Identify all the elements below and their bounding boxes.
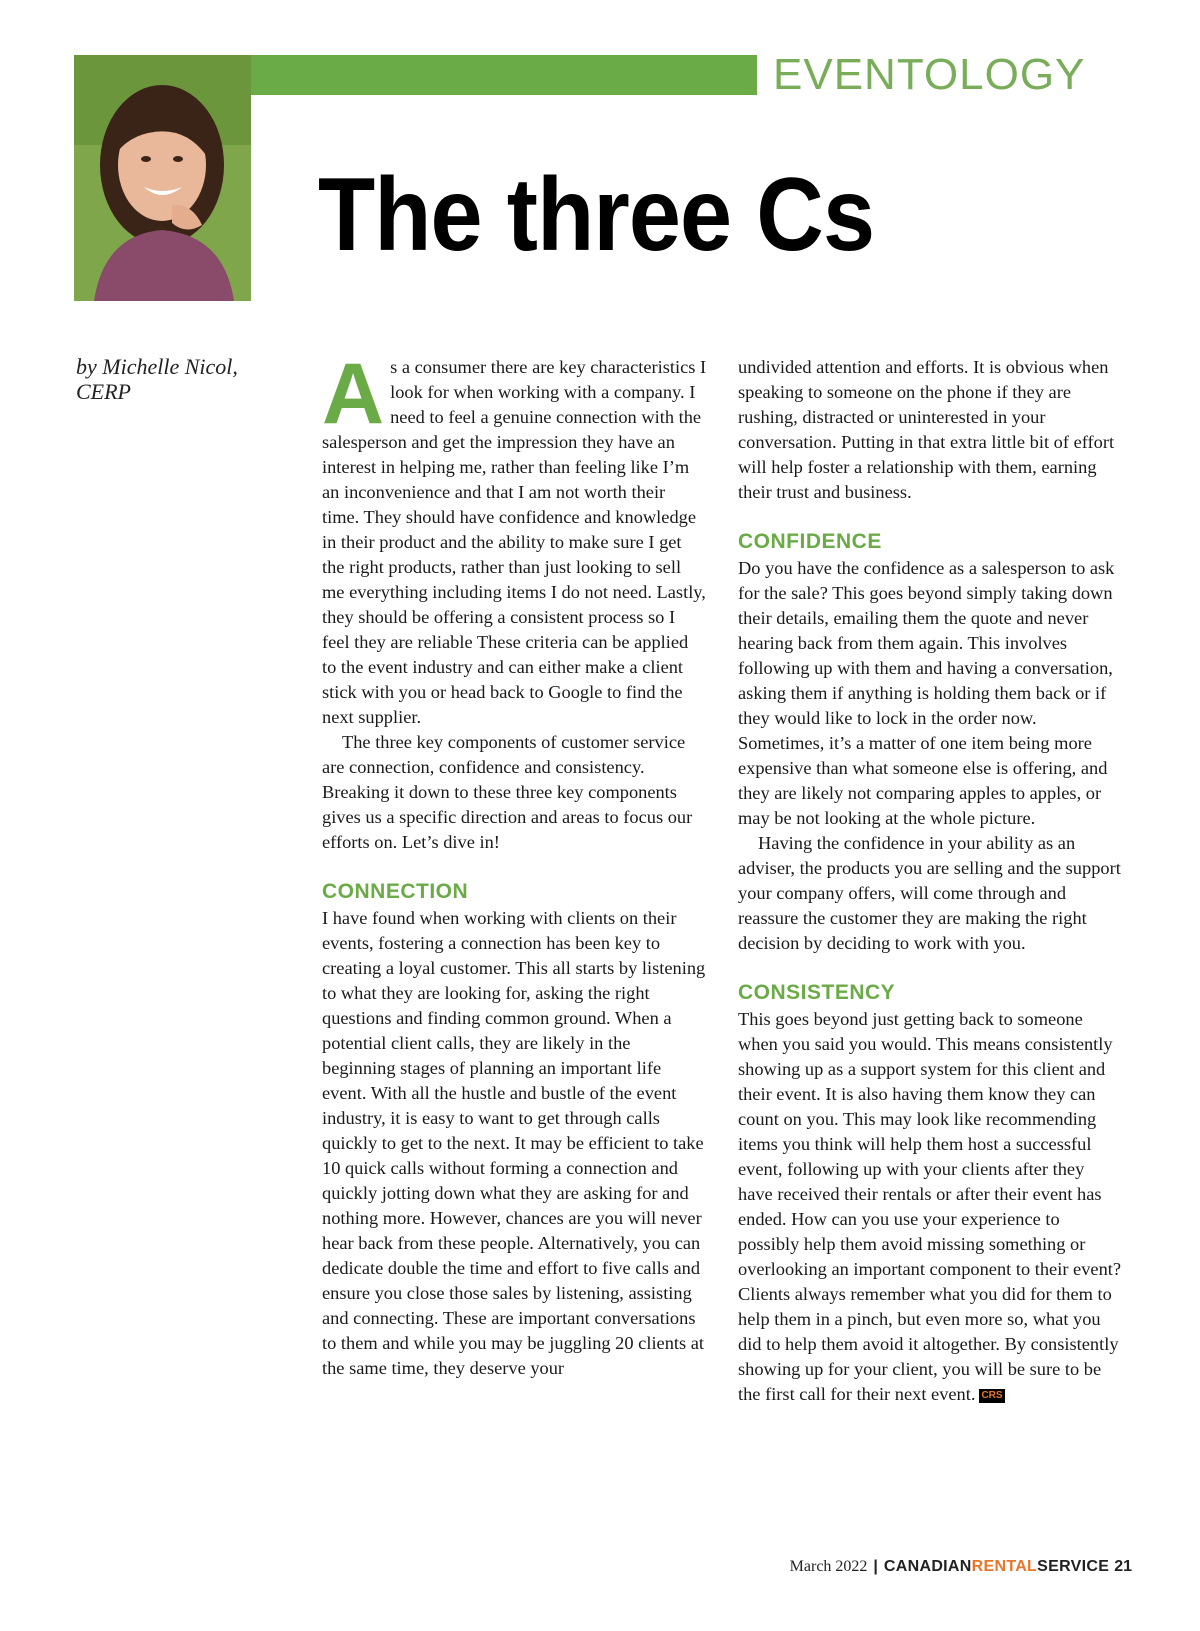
brand-service: SERVICE [1037,1558,1110,1575]
brand-canadian: CANADIAN [883,1558,972,1575]
article-column-2 [738,355,1123,1407]
byline-author: by Michelle Nicol, [76,354,238,379]
article-title: The three Cs [318,157,875,273]
byline-credential: CERP [76,379,131,404]
intro-paragraph [322,346,707,730]
consistency-heading: CONSISTENCY [738,981,896,1004]
consistency-paragraph [738,1007,1123,1407]
page-number: 21 [1114,1558,1132,1575]
header-accent-bar [251,55,757,95]
page-footer [790,1558,1132,1576]
connection-paragraph-continued: undivided attention and efforts. It is obvious when speaking to someone on the phone if they are rushing, distracted or uninterested in your conversation. Putting in that extra little bit of effort will help foster a relationship with them, earning their trust and business. [738,357,1115,502]
confidence-heading: CONFIDENCE [738,530,882,553]
section-label: EVENTOLOGY [773,50,1086,99]
byline [76,354,276,404]
article-column-1 [322,346,707,1381]
drop-cap: A [322,346,385,442]
confidence-paragraph: Do you have the confidence as a salesperson to ask for the sale? This goes beyond simply taking down their details, emailing them the quote and never hearing back from them again. This involves following up with them and having a conversation, asking them if anything is holding them back or if they would like to lock in the order now. Sometimes, it’s a matter of one item being more expensive than what someone else is offering, and they are likely not comparing apples to apples, or may be not looking at the whole picture. [738,558,1115,828]
connection-heading: CONNECTION [322,880,469,903]
end-mark-icon: CRS [981,1389,1003,1401]
consistency-paragraph-text: This goes beyond just getting back to someone when you said you would. This means consistently showing up as a support system for this client and their event. It is also having them know they can count on you. This may look like recommending items you think will help them host a successful event, following up with your clients after they have received their rentals or after their event has ended. How can you use your experience to possibly help them avoid missing something or overlooking an important component to their event? Clients always remember what you did for them to help them in a pinch, but even more so, what you did to help them avoid it altogether. By consistently showing up for your client, you will be sure to be the first call for their next event. [738,1009,1122,1404]
issue-date: March 2022 [789,1558,868,1575]
connection-paragraph: I have found when working with clients on their events, fostering a connection has been key to creating a loyal customer. This all starts by listening to what they are looking for, asking the right questions and finding common ground. When a potential client calls, they are likely in the beginning stages of planning an important life event. With all the hustle and bustle of the event industry, it is easy to want to get through calls quickly to get to the next. It may be efficient to take 10 quick calls without forming a connection and quickly jotting down what they are asking for and nothing more. However, chances are you will never hear back from these people. Alternatively, you can dedicate double the time and effort to five calls and ensure you close those sales by listening, assisting and connecting. These are important conversations to them and while you may be juggling 20 clients at the same time, they deserve your [322,908,706,1378]
intro-paragraph-text: s a consumer there are key characteristics I look for when working with a company. I need to feel a genuine connection with the salesperson and get the impression they have an interest in helping me, rather than feeling like I’m an inconvenience and that I am not worth their time. They should have confidence and knowledge in their product and the ability to make sure I get the right products, rather than just looking to sell me everything including items I do not need. Lastly, they should be offering a consistent process so I feel they are reliable These criteria can be applied to the event industry and can either make a client stick with you or head back to Google to find the next supplier. [322,357,707,727]
footer-separator: | [873,1558,878,1575]
intro-paragraph-2: The three key components of customer service are connection, confidence and consistency. Breaking it down to these three key components gives us a specific direction and areas to focus our efforts on. Let’s dive in! [322,732,693,852]
confidence-paragraph-2: Having the confidence in your ability as an adviser, the products you are selling and the support your company offers, will come through and reassure the customer they are making the right decision by deciding to work with you. [738,833,1121,953]
author-portrait-icon [74,55,251,301]
author-photo [74,55,251,301]
brand-rental: RENTAL [971,1558,1038,1575]
magazine-brand [884,1558,1109,1575]
